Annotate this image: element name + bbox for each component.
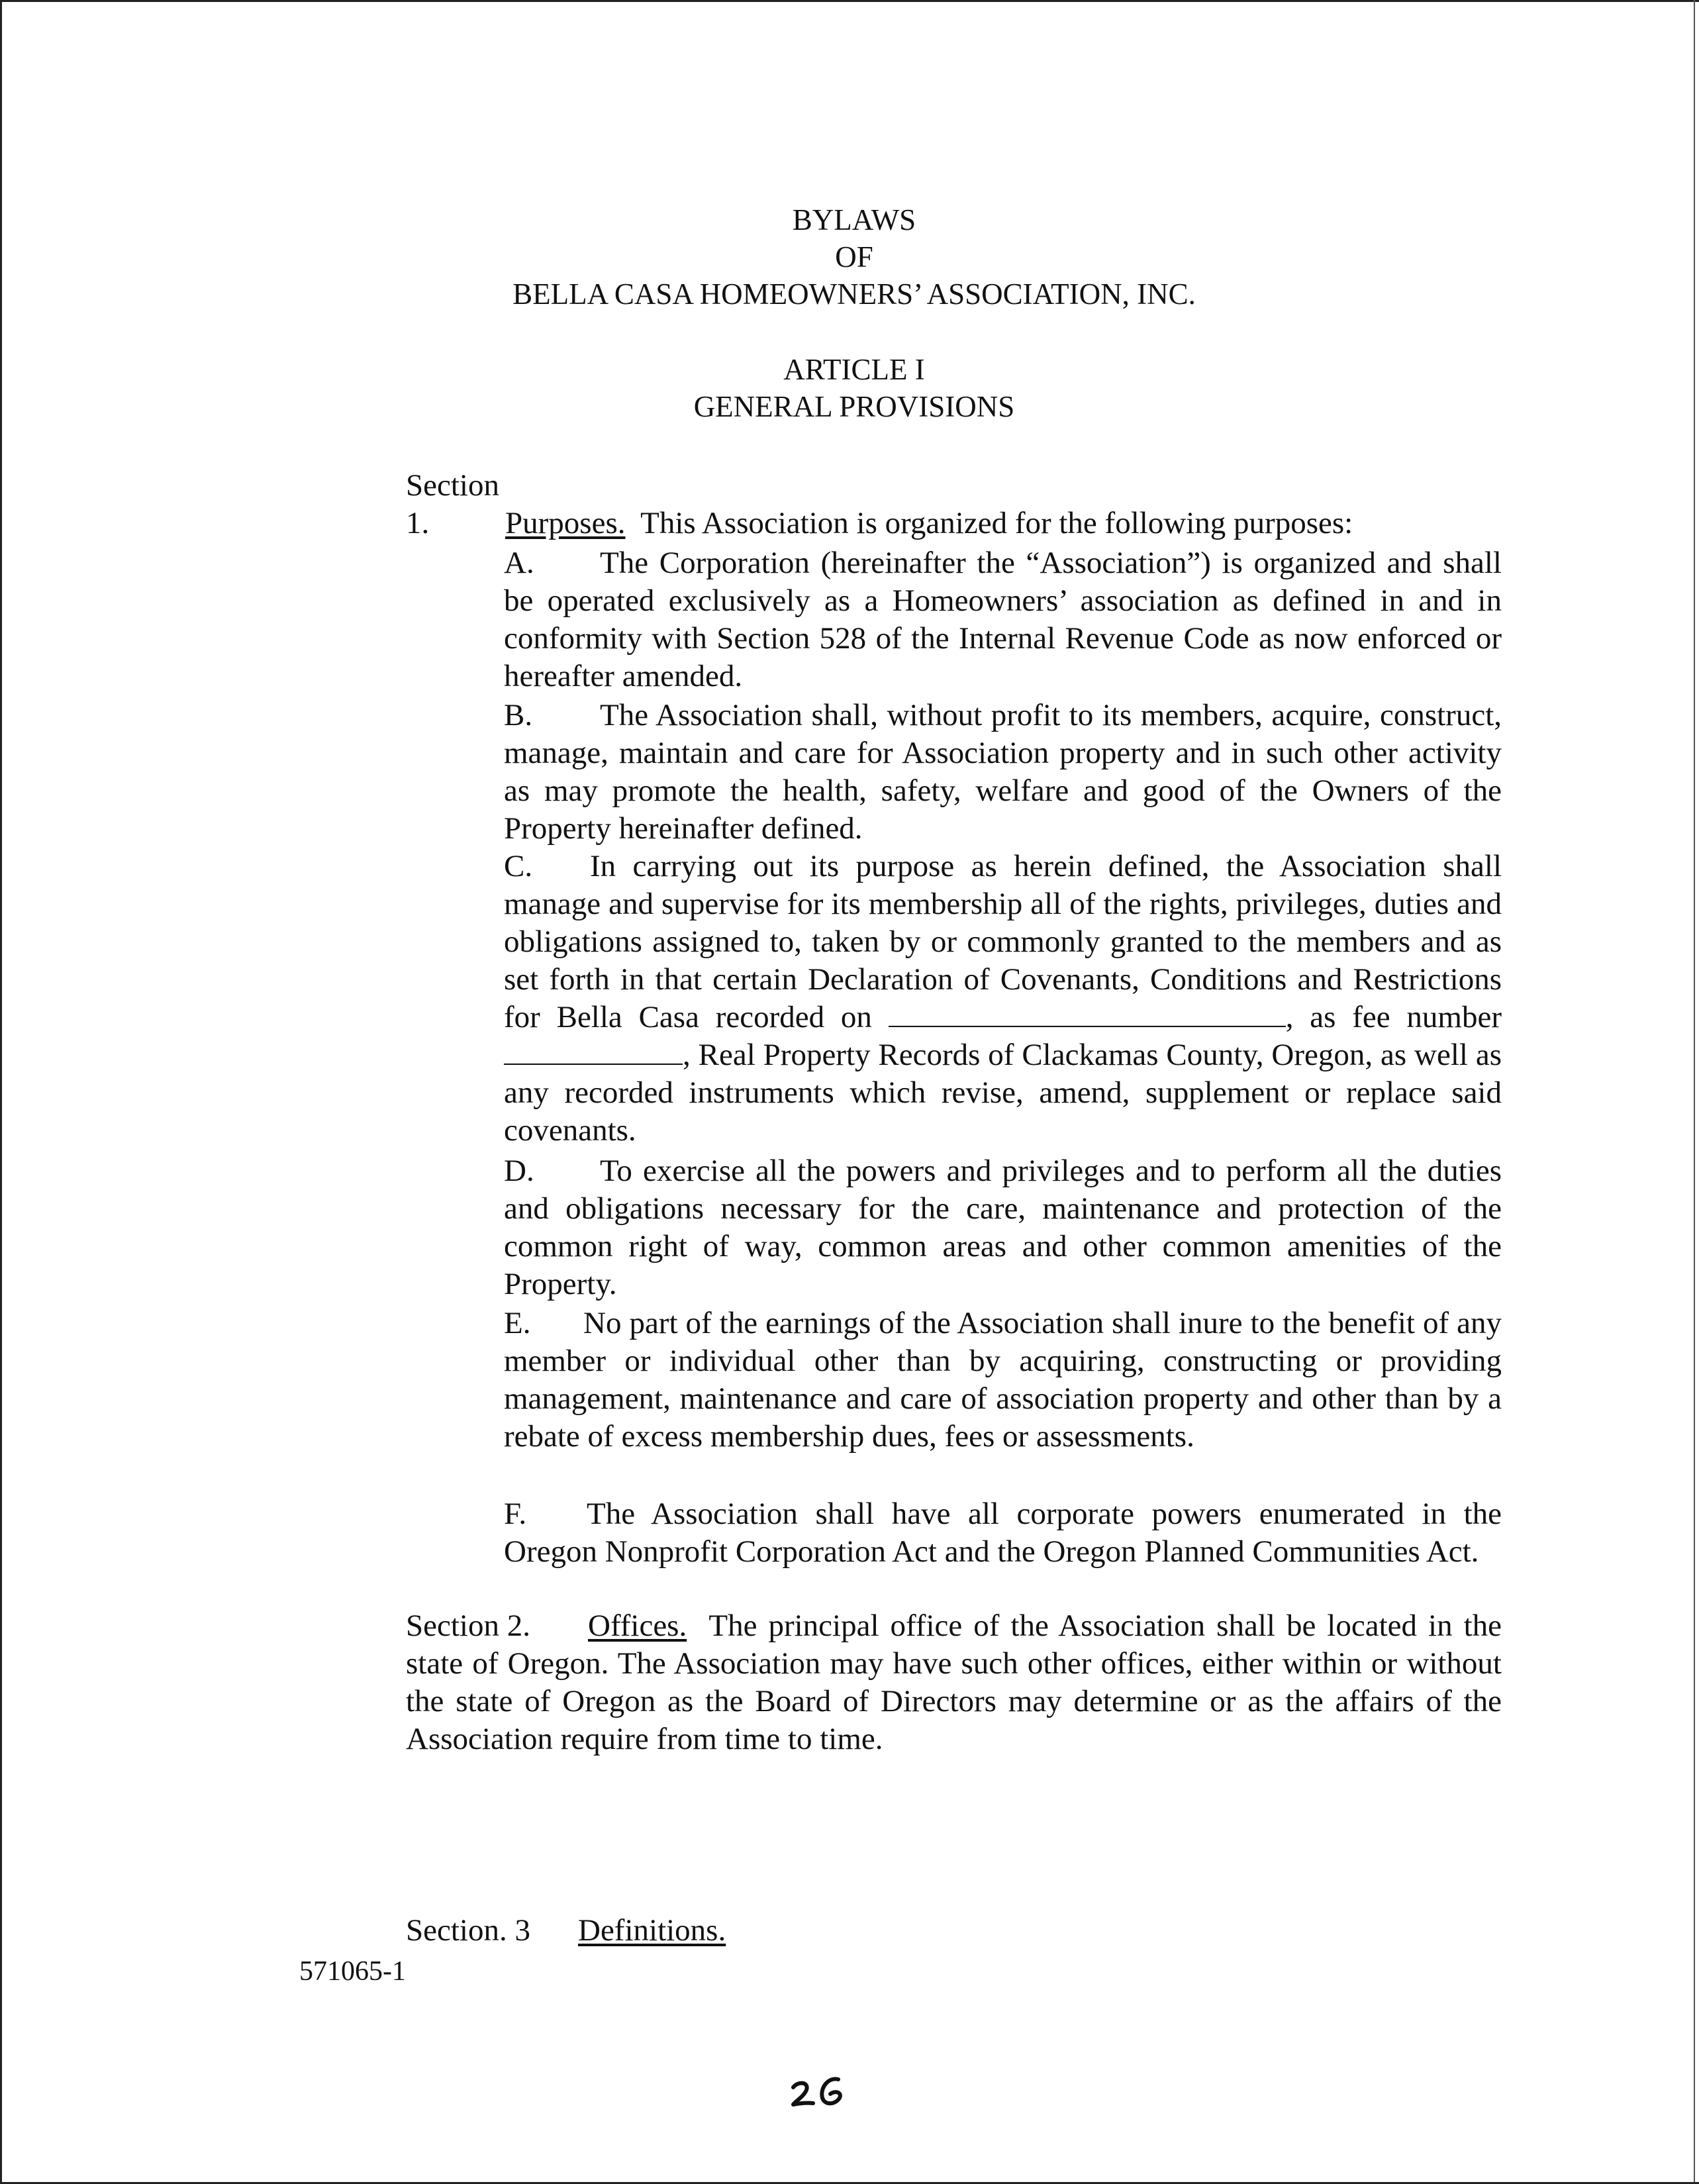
item-b-paragraph xyxy=(204,697,1502,848)
item-b-text: The Association shall, without profit to its members, acquire, construct, manage, maintain and care for Association property and in such other activity as may promote the health, safety, welfare and good of the Owners of the Property hereinafter defined. xyxy=(504,698,1502,846)
section-2-paragraph xyxy=(204,1607,1502,1758)
section-3-paragraph xyxy=(204,1912,1502,1950)
section-2-label: Section 2. xyxy=(406,1609,530,1643)
item-d-paragraph xyxy=(204,1152,1502,1303)
article-number: ARTICLE I xyxy=(783,353,925,386)
section-3-label: Section. 3 xyxy=(406,1913,530,1948)
item-d-label: D. xyxy=(504,1154,534,1188)
title-line-bylaws: BYLAWS xyxy=(792,203,916,236)
section-1-text: This Association is organized for the following purposes: xyxy=(640,506,1353,540)
article-title: GENERAL PROVISIONS xyxy=(693,390,1015,423)
article-heading xyxy=(199,351,1510,425)
section-1-heading: Purposes. xyxy=(505,506,626,540)
title-line-of: OF xyxy=(835,240,873,273)
scan-edge-top xyxy=(0,0,1699,2)
item-f-text: The Association shall have all corporate powers enumerated in the Oregon Nonprofit Corporation Act and the Oregon Planned Communities Act. xyxy=(504,1497,1502,1569)
item-e-paragraph xyxy=(204,1305,1502,1456)
section-3-heading: Definitions. xyxy=(578,1913,726,1948)
item-c-text-after: , Real Property Records of Clackamas County, Oregon, as well as any recorded instruments which revise, amend, supplement or replace said covenants. xyxy=(504,1038,1502,1148)
section-2-heading: Offices. xyxy=(588,1609,687,1643)
item-c-label: C. xyxy=(504,849,533,883)
item-a-text: The Corporation (hereinafter the “Association”) is organized and shall be operated exclusively as a Homeowners’ association as defined in and in conformity with Section 528 of the Internal Revenue Code as now enforced or hereafter amended. xyxy=(504,546,1502,693)
scan-edge-left xyxy=(0,0,2,2184)
item-a-paragraph xyxy=(204,544,1502,695)
item-e-label: E. xyxy=(504,1306,531,1340)
item-c-text-middle: , as fee number xyxy=(1285,1000,1502,1034)
document-number: 571065-1 xyxy=(299,1956,406,1987)
recording-date-blank xyxy=(889,999,1286,1027)
title-line-association: BELLA CASA HOMEOWNERS’ ASSOCIATION, INC. xyxy=(512,277,1196,311)
handwritten-mark-icon xyxy=(789,2073,855,2112)
item-a-label: A. xyxy=(504,546,534,580)
item-d-text: To exercise all the powers and privileges and to perform all the duties and obligations necessary for the care, maintenance and protection of the common right of way, common areas and other common amenities of the Property. xyxy=(504,1154,1502,1301)
item-c-paragraph xyxy=(204,848,1502,1150)
section-2-text: The principal office of the Association shall be located in the state of Oregon. The Association may have such other offices, either within or without the state of Oregon as the Board of Directors may determine or as the affairs of the Association require from time to time. xyxy=(406,1609,1502,1756)
item-f-paragraph xyxy=(204,1495,1502,1571)
document-title xyxy=(199,201,1510,313)
item-b-label: B. xyxy=(504,698,533,732)
item-e-text: No part of the earnings of the Association shall inure to the benefit of any member or individual other than by acquiring, constructing or providing management, maintenance and care of association property and other than by a rebate of excess membership dues, fees or assessments. xyxy=(504,1306,1502,1454)
item-c-text-before: In carrying out its purpose as herein defined, the Association shall manage and supervise for its membership all of the rights, privileges, duties and obligations assigned to, taken by or commonly granted to the members and as set forth in that certain Declaration of Covenants, Conditions and Restrictions for Bella Casa recorded on xyxy=(504,849,1502,1034)
scan-edge-right xyxy=(1694,0,1695,2184)
item-f-label: F. xyxy=(504,1497,527,1531)
section-1-label: Section 1. xyxy=(406,468,499,540)
section-1-paragraph xyxy=(204,467,1502,542)
fee-number-blank xyxy=(504,1037,683,1065)
